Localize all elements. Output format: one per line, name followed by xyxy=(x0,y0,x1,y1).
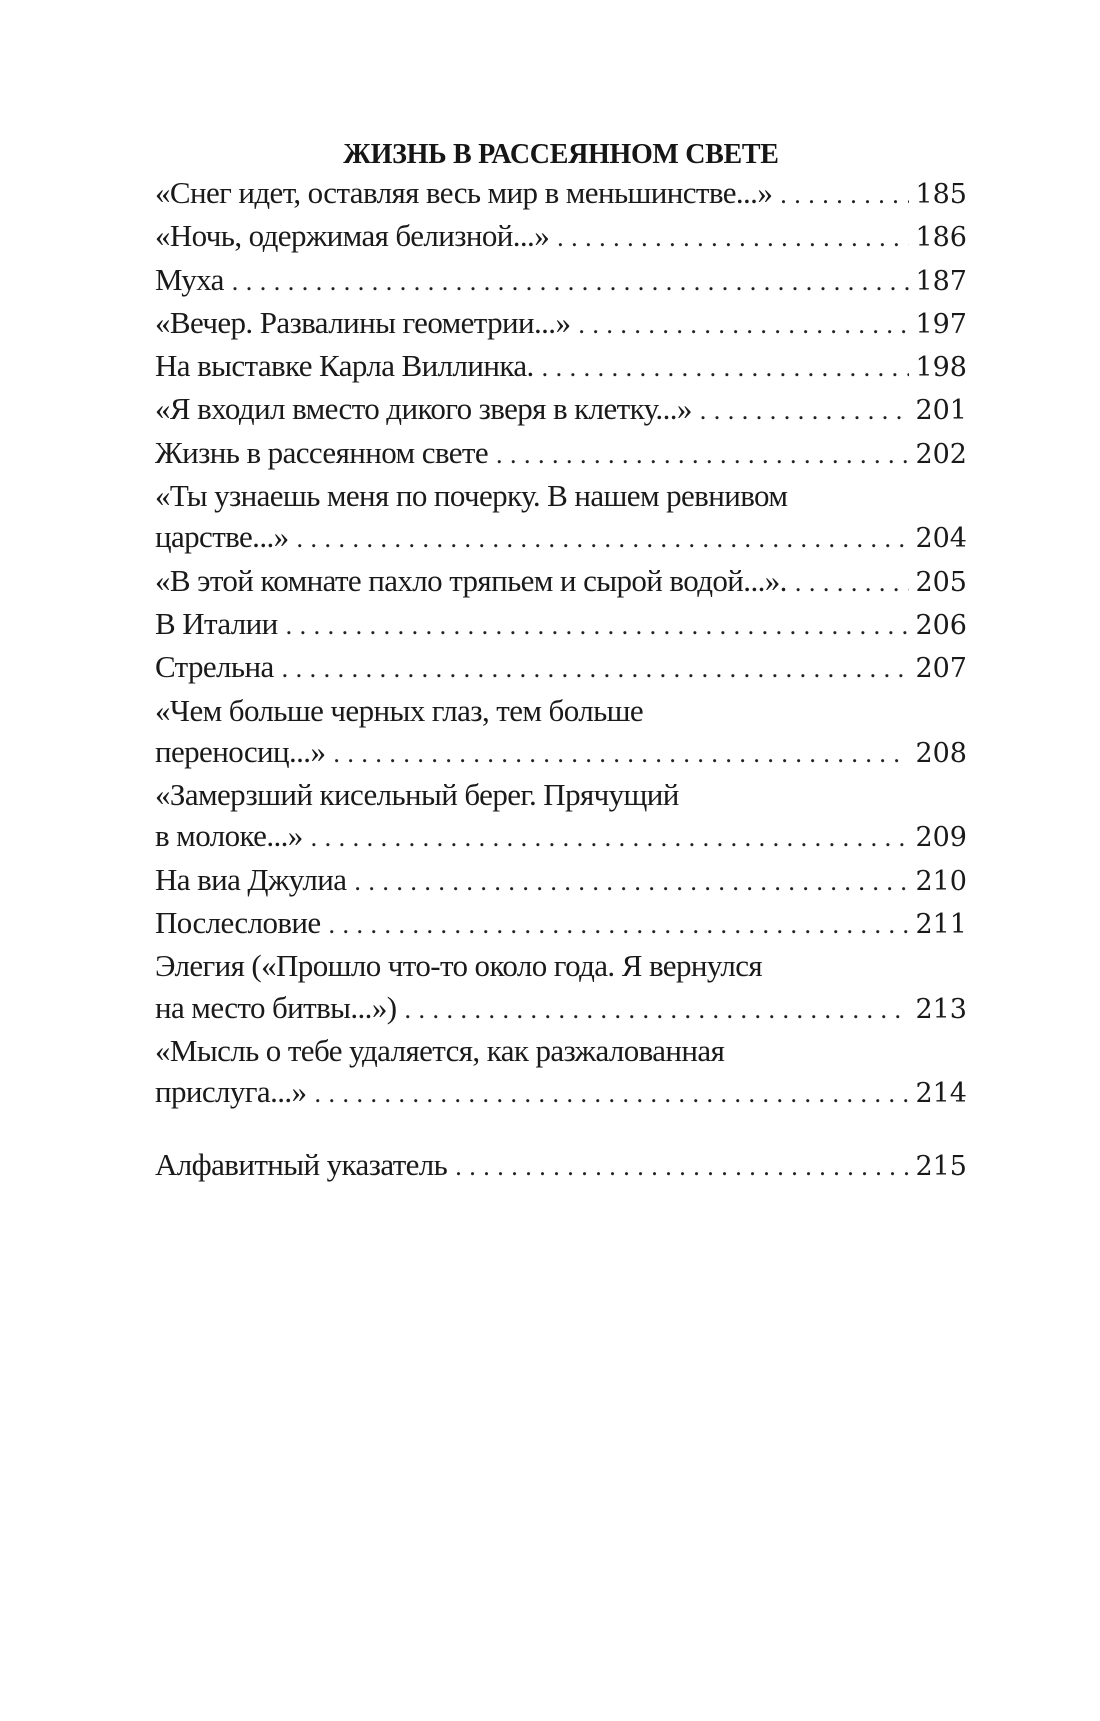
entry-title: «В этой комнате пахло тряпьем и сырой водой...». xyxy=(155,562,787,598)
dot-leader xyxy=(311,817,910,858)
toc-entry[interactable] xyxy=(155,302,967,345)
page-number: 205 xyxy=(915,566,967,598)
toc-entry[interactable] xyxy=(155,859,967,902)
dot-leader xyxy=(795,562,910,603)
page-number: 204 xyxy=(915,523,967,555)
dot-leader xyxy=(232,261,910,302)
toc-entry[interactable] xyxy=(155,1030,967,1115)
page-number: 186 xyxy=(915,222,967,254)
toc-entry[interactable] xyxy=(155,646,967,689)
page-number: 198 xyxy=(915,352,967,384)
toc-entry[interactable] xyxy=(155,774,967,859)
entry-title-line-1: «Чем больше черных глаз, тем больше xyxy=(155,692,644,728)
toc-entry[interactable] xyxy=(155,388,967,431)
dot-leader xyxy=(404,989,909,1030)
entry-title: «Ночь, одержимая белизной...» xyxy=(155,218,550,254)
entry-title: «Снег идет, оставляя весь мир в меньшинстве...» xyxy=(155,175,773,210)
entry-title: «Я входил вместо дикого зверя в клетку...» xyxy=(155,391,692,427)
page-number: 207 xyxy=(915,653,967,685)
toc-entry[interactable] xyxy=(155,215,967,258)
page-number: 211 xyxy=(915,909,967,941)
dot-leader xyxy=(333,733,909,774)
page-number: 185 xyxy=(915,179,967,210)
dot-leader xyxy=(780,174,909,215)
dot-leader xyxy=(542,347,910,388)
page-number: 213 xyxy=(915,993,967,1025)
dot-leader xyxy=(314,1073,909,1114)
toc-entry[interactable] xyxy=(155,690,967,775)
dot-leader xyxy=(578,304,909,345)
dot-leader xyxy=(354,861,909,902)
page-number: 209 xyxy=(915,822,967,854)
entry-title-line-2: прислуга...» xyxy=(155,1074,307,1110)
entry-title-line-1: Элегия («Прошло что-то около года. Я вернулся xyxy=(155,948,763,984)
entry-title: Муха xyxy=(155,261,224,297)
page-number: 202 xyxy=(915,438,967,470)
entry-title: На выставке Карла Виллинка. xyxy=(155,348,534,384)
entry-title: «Вечер. Развалины геометрии...» xyxy=(155,304,571,340)
entry-title-line-1: «Замерзший кисельный берег. Прячущий xyxy=(155,777,679,813)
page-number: 187 xyxy=(915,265,967,297)
toc-entry[interactable] xyxy=(155,902,967,945)
page-number: 206 xyxy=(915,609,967,641)
toc-entry[interactable] xyxy=(155,603,967,646)
entry-title-line-1: «Ты узнаешь меня по почерку. В нашем ревнивом xyxy=(155,478,788,514)
dot-leader xyxy=(455,1146,909,1187)
entry-title-line-2: на место битвы...») xyxy=(155,989,397,1025)
toc-entry[interactable] xyxy=(155,259,967,302)
toc-entry[interactable] xyxy=(155,345,967,388)
entry-title: В Италии xyxy=(155,605,278,641)
entry-title-line-2: в молоке...» xyxy=(155,818,303,854)
toc-entry-alphabetical-index[interactable] xyxy=(155,1144,967,1187)
dot-leader xyxy=(496,434,909,475)
page-number: 208 xyxy=(915,737,967,769)
toc-entry[interactable] xyxy=(155,945,967,1030)
entry-title-line-1: «Мысль о тебе удаляется, как разжалованная xyxy=(155,1032,725,1068)
dot-leader xyxy=(286,605,910,646)
toc-entry[interactable] xyxy=(155,432,967,475)
entry-title-line-2: царстве...» xyxy=(155,519,289,555)
toc-entry[interactable] xyxy=(155,560,967,603)
entry-title-line-2: переносиц...» xyxy=(155,733,326,769)
entry-title: Алфавитный указатель xyxy=(155,1146,448,1182)
page-number: 197 xyxy=(915,308,967,340)
page-number: 214 xyxy=(915,1078,967,1110)
dot-leader xyxy=(557,217,909,258)
table-of-contents xyxy=(155,172,967,1187)
entry-title: Послесловие xyxy=(155,905,321,941)
entry-title: Жизнь в рассеянном свете xyxy=(155,434,488,470)
dot-leader xyxy=(700,390,910,431)
dot-leader xyxy=(329,904,910,945)
page-number: 215 xyxy=(915,1150,967,1182)
toc-entry[interactable] xyxy=(155,172,967,215)
entry-title: На виа Джулиа xyxy=(155,861,347,897)
dot-leader xyxy=(282,648,910,689)
toc-entry[interactable] xyxy=(155,475,967,560)
dot-leader xyxy=(297,518,910,559)
page-number: 210 xyxy=(915,865,967,897)
page-number: 201 xyxy=(915,395,967,427)
section-title: ЖИЗНЬ В РАССЕЯННОМ СВЕТЕ xyxy=(343,139,779,171)
entry-title: Стрельна xyxy=(155,649,274,685)
